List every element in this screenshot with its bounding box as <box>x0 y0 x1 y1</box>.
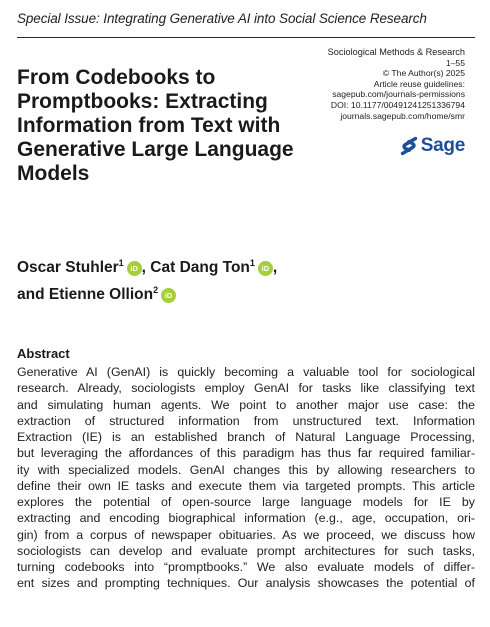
article-metadata <box>328 47 465 121</box>
sage-wordmark: Sage <box>420 135 465 156</box>
author-affiliation-mark: 2 <box>153 285 159 295</box>
author-separator: , <box>141 259 151 276</box>
author-affiliation-mark: 1 <box>118 258 124 268</box>
abstract-line: ent sizes and prompting techniques. Our analysis showcases the potential of <box>17 576 475 591</box>
abstract-line: Extraction (IE) is an established branch of Natural Language Processing, <box>17 430 475 444</box>
copyright-notice: © The Author(s) 2025 <box>382 68 465 79</box>
abstract-line: Generative AI (GenAI) is quickly becoming a valuable tool for sociological <box>17 365 475 379</box>
abstract-line: extraction of structured information from unstructured text. Information <box>17 413 475 428</box>
author-list <box>17 252 437 306</box>
reuse-guidelines-link[interactable]: sagepub.com/journals-permissions <box>332 89 465 100</box>
abstract-line: define their own IE tasks and execute them via targeted prompts. This article <box>17 478 475 493</box>
author-entry <box>17 259 150 276</box>
abstract-line: gin) from a corpus of newspaper obituaries. As we proceed, we discuss how <box>17 527 475 542</box>
journal-name: Sociological Methods & Research <box>327 47 465 57</box>
author-entry <box>17 286 176 303</box>
doi[interactable]: DOI: 10.1177/00491241251336794 <box>330 99 465 110</box>
orcid-icon[interactable]: iD <box>161 288 176 303</box>
abstract-line: turning codebooks into “promptbooks.” We also evaluate models of differ- <box>17 560 475 574</box>
special-issue-banner: Special Issue: Integrating Generative AI into Social Science Research <box>17 11 427 26</box>
article-title: From Codebooks to Promptbooks: Extracting Information from Text with Generative Large Language Models <box>17 66 294 185</box>
abstract-line: but leveraging the affordances of this paradigm has thus far required familiar- <box>17 446 475 461</box>
author-affiliation-mark: 1 <box>249 258 255 268</box>
author-name: and Etienne Ollion <box>17 286 154 303</box>
abstract-line: and simulating human agents. We point to another major use case: the <box>17 397 475 412</box>
abstract-text <box>17 364 475 592</box>
journal-homepage-link[interactable]: journals.sagepub.com/home/smr <box>340 110 465 121</box>
author-separator: , <box>272 259 278 276</box>
sage-publisher-logo[interactable] <box>400 134 465 158</box>
author-entry <box>150 259 277 276</box>
abstract-line: ity with specialized models. GenAI changes this by allowing researchers to <box>17 462 475 477</box>
author-name: Cat Dang Ton <box>150 259 250 276</box>
orcid-icon[interactable]: iD <box>127 261 142 276</box>
header-divider <box>17 37 475 38</box>
reuse-guidelines-label: Article reuse guidelines: <box>373 78 465 89</box>
orcid-icon[interactable]: iD <box>258 261 273 276</box>
abstract-line: explores the potential of open-source large language models for IE by <box>17 495 475 509</box>
page-range: 1–55 <box>445 57 465 68</box>
abstract-heading: Abstract <box>17 346 70 361</box>
abstract-line: research. Already, sociologists employ GenAI for tasks like classifying text <box>17 381 475 396</box>
author-name: Oscar Stuhler <box>17 259 119 276</box>
sage-s-logo-icon <box>400 134 418 158</box>
abstract-line: sociologists can develop and evaluate prompt architectures for such tasks, <box>17 543 475 558</box>
abstract-line: extracting and encoding biographical information (e.g., age, occupation, ori- <box>17 511 475 526</box>
